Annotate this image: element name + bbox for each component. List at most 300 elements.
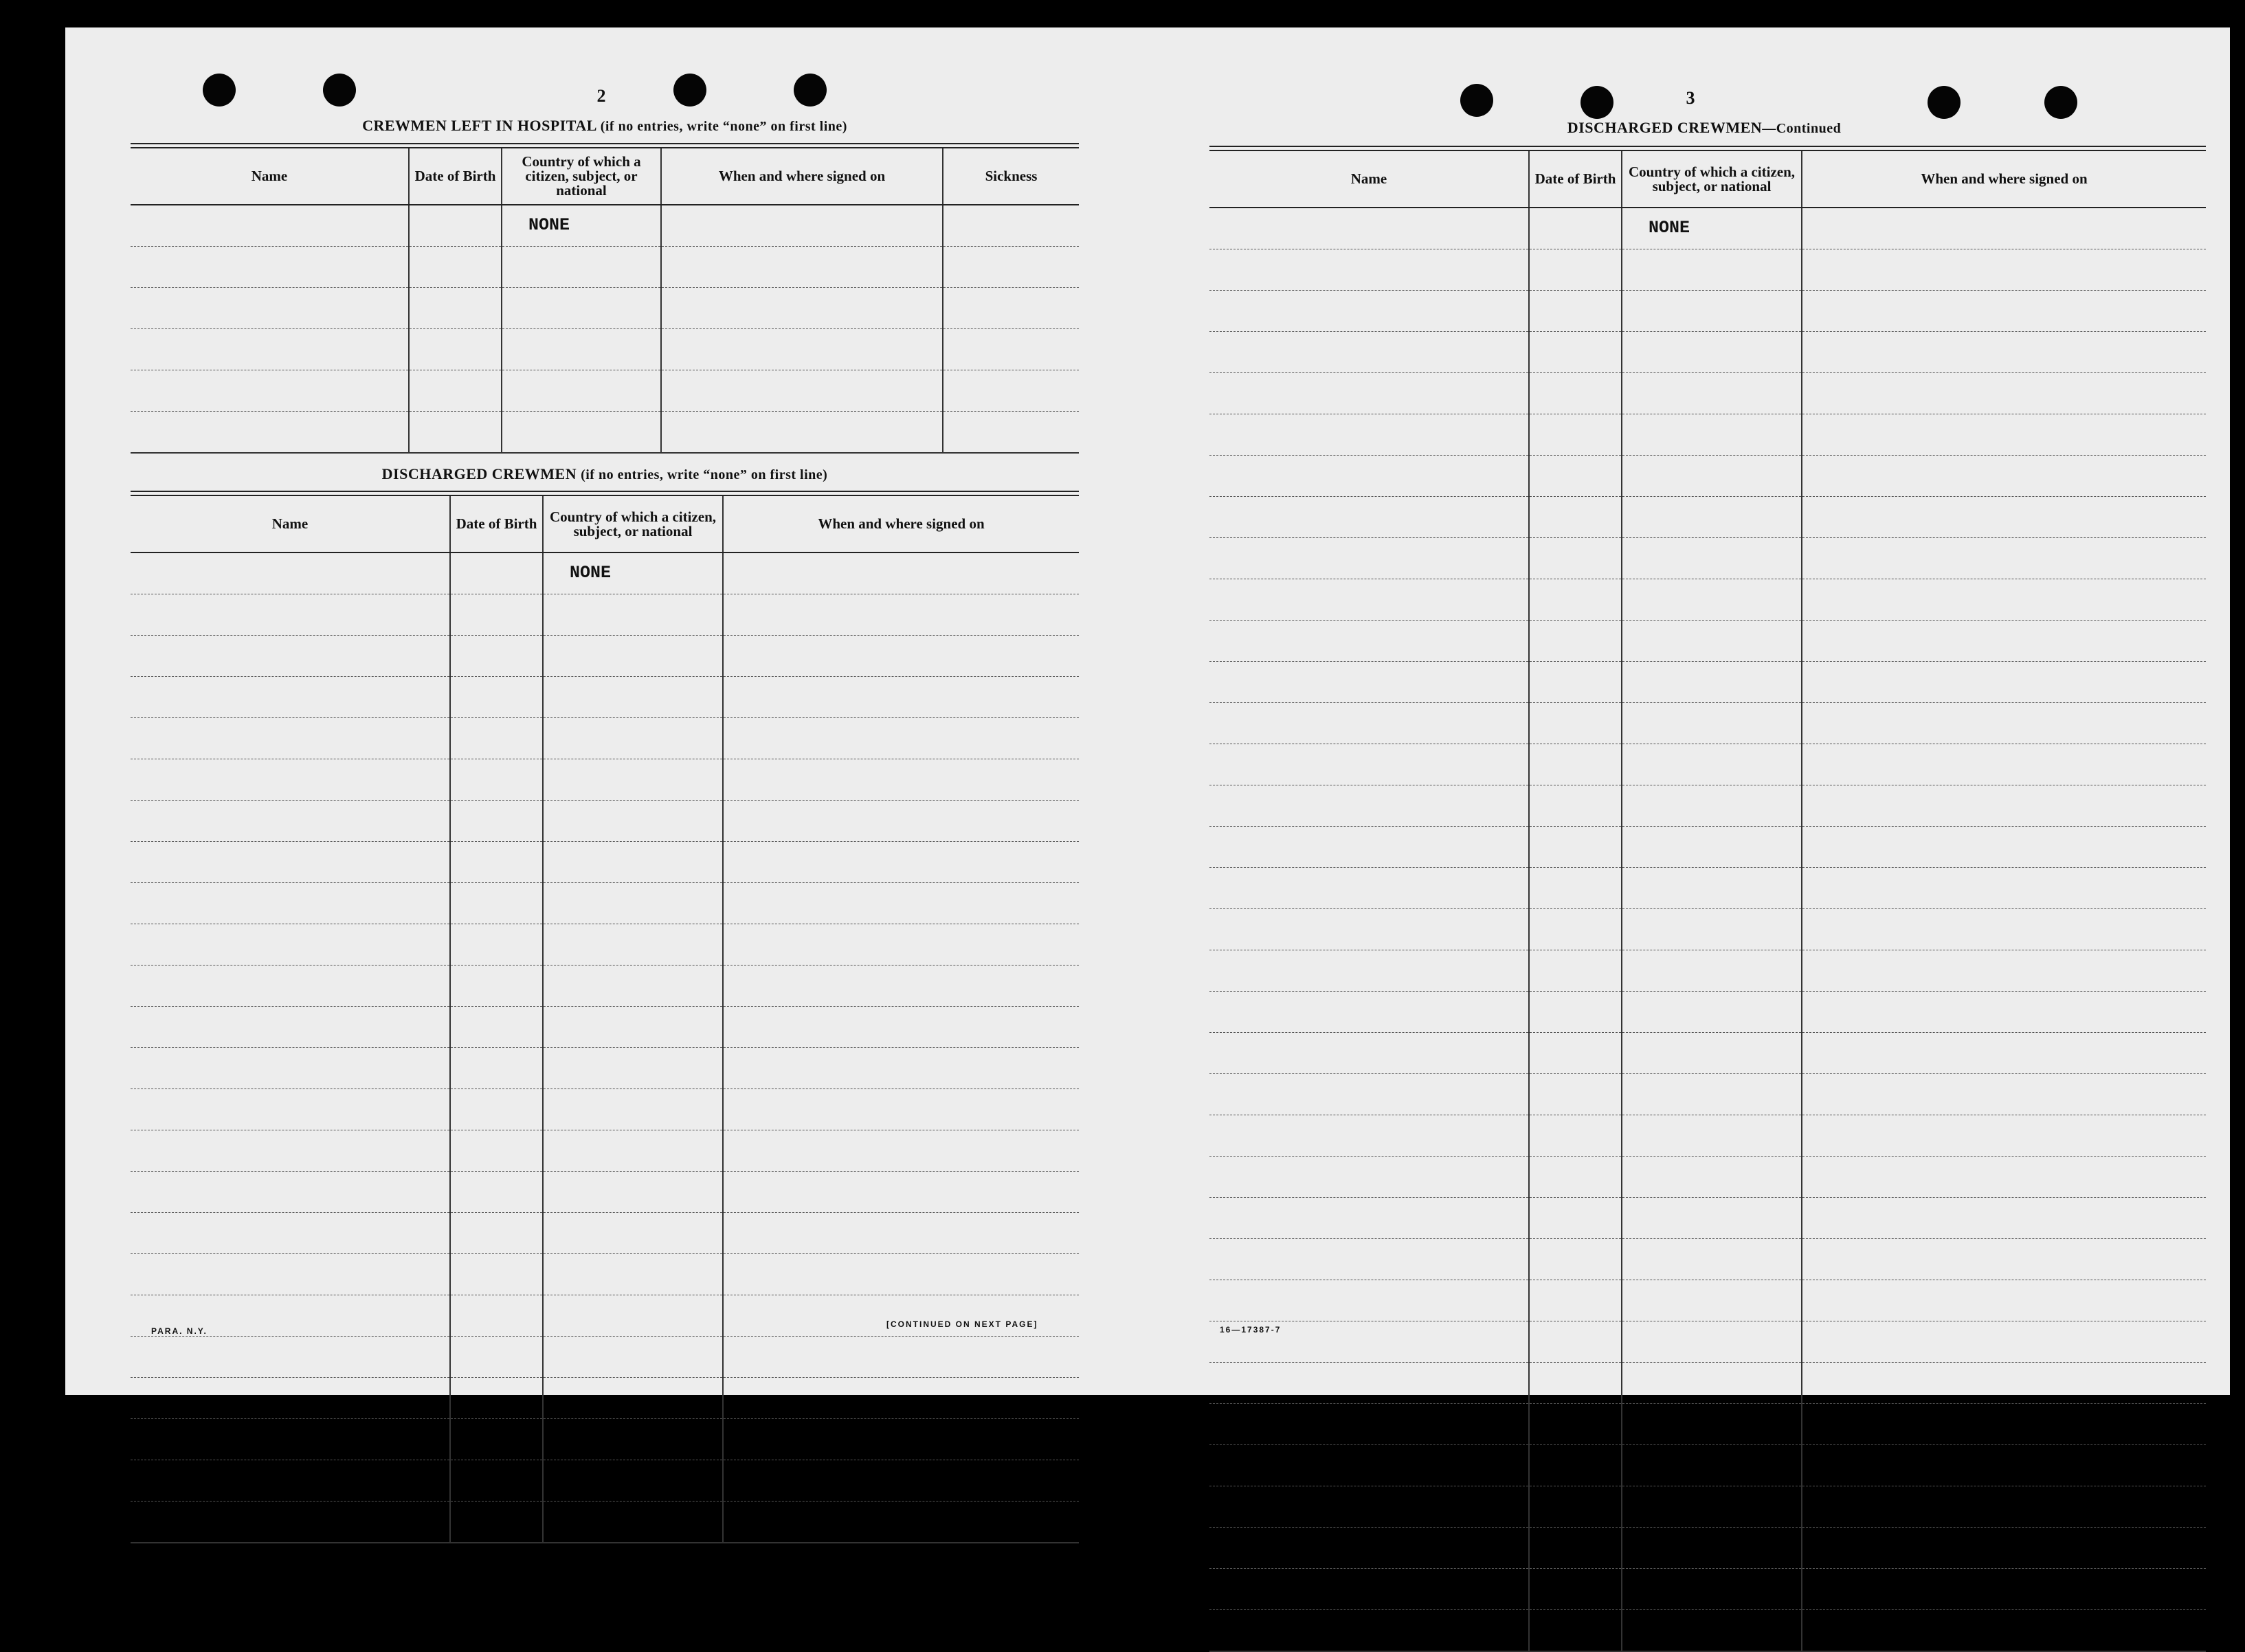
table-cell xyxy=(131,924,450,965)
table-cell xyxy=(1622,1033,1802,1074)
table-cell xyxy=(1802,1569,2206,1610)
table-cell xyxy=(1209,1569,1529,1610)
table-cell xyxy=(1622,497,1802,538)
table-row xyxy=(131,247,1079,288)
first-entry-cell: NONE xyxy=(1622,208,1802,249)
table-cell xyxy=(1802,1198,2206,1239)
table-cell xyxy=(1209,827,1529,868)
table-cell xyxy=(1802,950,2206,992)
table-cell xyxy=(1802,249,2206,291)
table-row xyxy=(131,1295,1079,1337)
table-cell xyxy=(1209,1074,1529,1115)
table-cell xyxy=(1209,1115,1529,1157)
column-header-country: Country of which a citizen, subject, or national xyxy=(543,496,723,552)
table-cell xyxy=(1529,1610,1622,1652)
table-cell xyxy=(943,329,1079,370)
table-cell xyxy=(1802,1239,2206,1280)
table-cell xyxy=(1209,1033,1529,1074)
discharged-continued-title xyxy=(1192,119,2216,137)
table-cell xyxy=(131,552,450,594)
table-row xyxy=(131,636,1079,677)
table-cell xyxy=(450,1502,543,1543)
continued-note: —Continued xyxy=(1762,121,1842,136)
table-cell xyxy=(1209,621,1529,662)
table-row xyxy=(1209,1404,2206,1445)
discharged-title-text: DISCHARGED CREWMEN xyxy=(381,465,577,482)
table-cell xyxy=(1529,992,1622,1033)
table-cell xyxy=(1622,1115,1802,1157)
discharged-continued-title-text: DISCHARGED CREWMEN xyxy=(1567,119,1763,136)
table-cell xyxy=(1622,909,1802,950)
table-row xyxy=(131,1213,1079,1254)
table-cell xyxy=(131,247,409,288)
table-cell xyxy=(131,718,450,759)
table-cell xyxy=(1209,414,1529,456)
table-cell xyxy=(1802,744,2206,785)
hospital-title-note: (if no entries, write “none” on first line) xyxy=(600,119,847,134)
table-cell xyxy=(1802,1486,2206,1528)
table-cell xyxy=(943,288,1079,329)
table-cell xyxy=(1802,1321,2206,1363)
discharged-continued-table xyxy=(1209,151,2206,1652)
table-cell xyxy=(543,1130,723,1172)
table-cell xyxy=(1529,414,1622,456)
discharged-title-note: (if no entries, write “none” on first line) xyxy=(581,467,828,482)
printer-mark: PARA. N.Y. xyxy=(151,1326,208,1336)
table-cell xyxy=(1529,703,1622,744)
table-cell xyxy=(131,1337,450,1378)
table-cell xyxy=(543,1337,723,1378)
table-cell xyxy=(131,370,409,412)
table-cell xyxy=(409,370,502,412)
table-cell xyxy=(131,594,450,636)
table-row xyxy=(131,288,1079,329)
table-cell xyxy=(543,842,723,883)
table-cell xyxy=(661,288,943,329)
table-cell xyxy=(450,636,543,677)
table-cell xyxy=(131,801,450,842)
table-cell xyxy=(450,1254,543,1295)
table-cell xyxy=(543,1419,723,1460)
table-row xyxy=(131,1007,1079,1048)
table-cell xyxy=(131,1089,450,1130)
table-row xyxy=(1209,621,2206,662)
table-cell xyxy=(1529,373,1622,414)
table-cell xyxy=(450,1007,543,1048)
table-cell xyxy=(131,1254,450,1295)
column-header-name: Name xyxy=(131,148,409,205)
page-number: 2 xyxy=(596,86,606,106)
table-row xyxy=(131,1048,1079,1089)
table-row xyxy=(131,1460,1079,1502)
table-cell xyxy=(131,1172,450,1213)
table-cell xyxy=(1622,1157,1802,1198)
table-cell xyxy=(1622,1569,1802,1610)
table-cell xyxy=(1802,373,2206,414)
table-cell xyxy=(1802,1610,2206,1652)
table-cell xyxy=(450,1213,543,1254)
table-cell xyxy=(1802,538,2206,579)
column-header-signed-on: When and where signed on xyxy=(1802,151,2206,208)
double-rule xyxy=(1209,146,2206,151)
double-rule xyxy=(131,491,1079,496)
table-cell xyxy=(1802,208,2206,249)
table-cell xyxy=(1209,744,1529,785)
right-page xyxy=(1192,27,2230,1395)
punch-hole xyxy=(203,74,236,107)
table-cell xyxy=(450,1130,543,1172)
table-cell xyxy=(1209,291,1529,332)
table-cell xyxy=(943,412,1079,454)
table-row xyxy=(131,759,1079,801)
table-cell xyxy=(1622,703,1802,744)
table-cell xyxy=(450,1089,543,1130)
column-header-date-of-birth: Date of Birth xyxy=(450,496,543,552)
table-row xyxy=(1209,1115,2206,1157)
double-rule xyxy=(131,143,1079,148)
table-row xyxy=(131,1378,1079,1419)
continued-note: [CONTINUED ON NEXT PAGE] xyxy=(886,1319,1038,1329)
table-row xyxy=(1209,827,2206,868)
table-row xyxy=(1209,332,2206,373)
table-row xyxy=(131,965,1079,1007)
table-cell xyxy=(409,412,502,454)
table-cell xyxy=(723,636,1079,677)
table-cell xyxy=(1802,1528,2206,1569)
table-cell xyxy=(1529,1404,1622,1445)
table-cell xyxy=(1622,538,1802,579)
table-cell xyxy=(1529,291,1622,332)
table-cell xyxy=(1529,1363,1622,1404)
table-cell xyxy=(1529,1280,1622,1321)
table-row xyxy=(1209,785,2206,827)
table-cell xyxy=(723,1007,1079,1048)
table-cell xyxy=(1529,744,1622,785)
table-cell xyxy=(1529,950,1622,992)
table-row xyxy=(1209,1157,2206,1198)
hospital-section-title xyxy=(127,117,1082,135)
table-cell xyxy=(723,1460,1079,1502)
table-cell xyxy=(1802,785,2206,827)
table-cell xyxy=(1622,1363,1802,1404)
table-cell xyxy=(723,594,1079,636)
table-cell xyxy=(131,1419,450,1460)
table-cell xyxy=(943,370,1079,412)
table-cell xyxy=(131,288,409,329)
table-cell xyxy=(1529,662,1622,703)
table-cell xyxy=(450,1048,543,1089)
table-cell xyxy=(723,1130,1079,1172)
table-cell xyxy=(450,552,543,594)
column-header-sickness: Sickness xyxy=(943,148,1079,205)
table-cell xyxy=(1529,827,1622,868)
table-cell xyxy=(1802,1404,2206,1445)
table-row xyxy=(131,1172,1079,1213)
table-row xyxy=(1209,249,2206,291)
table-cell xyxy=(1209,909,1529,950)
document-sheet xyxy=(65,27,2230,1395)
table-cell xyxy=(1529,1115,1622,1157)
table-cell xyxy=(723,1337,1079,1378)
table-row xyxy=(131,1130,1079,1172)
table-cell xyxy=(661,247,943,288)
table-row xyxy=(131,552,1079,594)
table-cell xyxy=(543,1048,723,1089)
column-header-name: Name xyxy=(1209,151,1529,208)
table-row xyxy=(131,1502,1079,1543)
table-cell xyxy=(1209,1239,1529,1280)
table-cell xyxy=(661,412,943,454)
table-cell xyxy=(1209,950,1529,992)
punch-hole xyxy=(2044,86,2077,119)
table-cell xyxy=(502,247,661,288)
table-row xyxy=(1209,1363,2206,1404)
table-cell xyxy=(131,759,450,801)
table-row xyxy=(131,883,1079,924)
table-cell xyxy=(450,883,543,924)
table-cell xyxy=(131,1130,450,1172)
table-row xyxy=(131,1419,1079,1460)
table-cell xyxy=(1802,621,2206,662)
table-row xyxy=(1209,992,2206,1033)
table-cell xyxy=(1529,621,1622,662)
first-entry-cell: NONE xyxy=(502,205,661,247)
table-row xyxy=(1209,373,2206,414)
table-cell xyxy=(409,329,502,370)
table-cell xyxy=(1529,332,1622,373)
table-row xyxy=(131,594,1079,636)
table-cell xyxy=(450,1419,543,1460)
table-cell xyxy=(723,759,1079,801)
table-cell xyxy=(131,965,450,1007)
table-row xyxy=(1209,291,2206,332)
table-cell xyxy=(1622,414,1802,456)
table-cell xyxy=(1802,332,2206,373)
punch-hole xyxy=(1460,84,1493,117)
table-cell xyxy=(1529,497,1622,538)
table-cell xyxy=(1622,1610,1802,1652)
first-entry-cell: NONE xyxy=(543,552,723,594)
table-cell xyxy=(1209,662,1529,703)
table-cell xyxy=(543,1378,723,1419)
table-row xyxy=(1209,744,2206,785)
table-cell xyxy=(723,1502,1079,1543)
table-cell xyxy=(1209,785,1529,827)
hospital-table xyxy=(131,148,1079,454)
punch-hole xyxy=(794,74,827,107)
table-cell xyxy=(1622,1280,1802,1321)
table-row xyxy=(1209,1610,2206,1652)
table-cell xyxy=(1802,1033,2206,1074)
table-row xyxy=(131,842,1079,883)
table-cell xyxy=(1209,868,1529,909)
table-cell xyxy=(723,1419,1079,1460)
table-cell xyxy=(1209,1363,1529,1404)
table-cell xyxy=(1622,291,1802,332)
table-row xyxy=(1209,1528,2206,1569)
table-cell xyxy=(1529,1198,1622,1239)
table-cell xyxy=(450,1337,543,1378)
table-cell xyxy=(1802,1074,2206,1115)
table-cell xyxy=(1622,1321,1802,1363)
table-cell xyxy=(543,1089,723,1130)
table-row xyxy=(131,412,1079,454)
table-cell xyxy=(131,1213,450,1254)
table-cell xyxy=(131,329,409,370)
table-cell xyxy=(1209,1157,1529,1198)
discharged-section-title xyxy=(127,465,1082,483)
table-row xyxy=(1209,1486,2206,1528)
table-row xyxy=(1209,1569,2206,1610)
table-cell xyxy=(409,247,502,288)
column-header-country: Country of which a citizen, subject, or national xyxy=(1622,151,1802,208)
table-cell xyxy=(1209,456,1529,497)
table-cell xyxy=(1622,662,1802,703)
table-cell xyxy=(1209,1280,1529,1321)
table-row xyxy=(1209,868,2206,909)
table-cell xyxy=(723,1378,1079,1419)
table-cell xyxy=(1802,291,2206,332)
table-cell xyxy=(1529,1486,1622,1528)
table-cell xyxy=(543,965,723,1007)
table-cell xyxy=(450,924,543,965)
table-cell xyxy=(450,594,543,636)
table-cell xyxy=(1209,538,1529,579)
table-cell xyxy=(543,636,723,677)
table-row xyxy=(131,370,1079,412)
discharged-table xyxy=(131,496,1079,1543)
table-row xyxy=(131,718,1079,759)
table-cell xyxy=(450,801,543,842)
table-cell xyxy=(1622,373,1802,414)
table-row xyxy=(1209,1074,2206,1115)
table-cell xyxy=(1209,373,1529,414)
table-row xyxy=(1209,1280,2206,1321)
table-cell xyxy=(1802,909,2206,950)
table-cell xyxy=(1802,497,2206,538)
column-header-date-of-birth: Date of Birth xyxy=(1529,151,1622,208)
table-cell xyxy=(1622,868,1802,909)
table-cell xyxy=(1802,827,2206,868)
table-cell xyxy=(1529,1528,1622,1569)
table-row xyxy=(1209,909,2206,950)
table-cell xyxy=(1529,208,1622,249)
table-cell xyxy=(1802,1445,2206,1486)
table-row xyxy=(131,205,1079,247)
table-cell xyxy=(1209,497,1529,538)
table-cell xyxy=(543,1502,723,1543)
table-cell xyxy=(543,1172,723,1213)
table-cell xyxy=(723,677,1079,718)
table-cell xyxy=(661,370,943,412)
table-cell xyxy=(1529,1445,1622,1486)
table-cell xyxy=(1802,414,2206,456)
page-number: 3 xyxy=(1686,88,1695,108)
table-cell xyxy=(543,1460,723,1502)
table-cell xyxy=(723,718,1079,759)
table-cell xyxy=(723,924,1079,965)
table-cell xyxy=(543,924,723,965)
table-cell xyxy=(1802,992,2206,1033)
table-cell xyxy=(1529,579,1622,621)
table-row xyxy=(1209,414,2206,456)
table-cell xyxy=(543,718,723,759)
table-cell xyxy=(1529,1033,1622,1074)
table-cell xyxy=(1802,1115,2206,1157)
table-cell xyxy=(1802,868,2206,909)
table-row xyxy=(131,1254,1079,1295)
table-cell xyxy=(1209,992,1529,1033)
table-row xyxy=(131,677,1079,718)
table-cell xyxy=(450,718,543,759)
table-row xyxy=(1209,1239,2206,1280)
table-row xyxy=(131,329,1079,370)
table-cell xyxy=(1209,1610,1529,1652)
table-cell xyxy=(1622,1404,1802,1445)
table-cell xyxy=(502,370,661,412)
table-cell xyxy=(1622,249,1802,291)
table-cell xyxy=(502,412,661,454)
table-cell xyxy=(131,636,450,677)
table-cell xyxy=(1622,332,1802,373)
table-cell xyxy=(131,1460,450,1502)
table-cell xyxy=(723,1254,1079,1295)
table-cell xyxy=(1529,785,1622,827)
table-cell xyxy=(1802,456,2206,497)
table-row xyxy=(1209,538,2206,579)
table-cell xyxy=(723,1048,1079,1089)
table-cell xyxy=(1209,1404,1529,1445)
table-cell xyxy=(1802,1280,2206,1321)
table-cell xyxy=(502,329,661,370)
punch-hole xyxy=(1928,86,1961,119)
column-header-signed-on: When and where signed on xyxy=(661,148,943,205)
table-cell xyxy=(1209,1528,1529,1569)
table-cell xyxy=(723,883,1079,924)
left-page xyxy=(65,27,1117,1395)
table-row xyxy=(131,1337,1079,1378)
table-cell xyxy=(723,552,1079,594)
table-cell xyxy=(543,801,723,842)
table-cell xyxy=(1209,332,1529,373)
table-cell xyxy=(1529,1321,1622,1363)
table-cell xyxy=(1209,1486,1529,1528)
table-cell xyxy=(1209,579,1529,621)
table-cell xyxy=(131,883,450,924)
table-cell xyxy=(543,594,723,636)
table-cell xyxy=(1622,744,1802,785)
table-cell xyxy=(131,1007,450,1048)
table-cell xyxy=(502,288,661,329)
table-cell xyxy=(131,677,450,718)
table-cell xyxy=(1802,1157,2206,1198)
table-cell xyxy=(1529,1569,1622,1610)
punch-hole xyxy=(673,74,706,107)
table-row xyxy=(1209,208,2206,249)
table-row xyxy=(1209,1033,2206,1074)
table-cell xyxy=(943,247,1079,288)
table-cell xyxy=(1622,992,1802,1033)
table-cell xyxy=(1622,1486,1802,1528)
table-cell xyxy=(1622,1074,1802,1115)
hospital-title-text: CREWMEN LEFT IN HOSPITAL xyxy=(362,117,596,134)
table-row xyxy=(1209,950,2206,992)
table-row xyxy=(1209,1198,2206,1239)
punch-hole xyxy=(323,74,356,107)
table-row xyxy=(131,924,1079,965)
table-cell xyxy=(131,1048,450,1089)
table-cell xyxy=(131,1502,450,1543)
